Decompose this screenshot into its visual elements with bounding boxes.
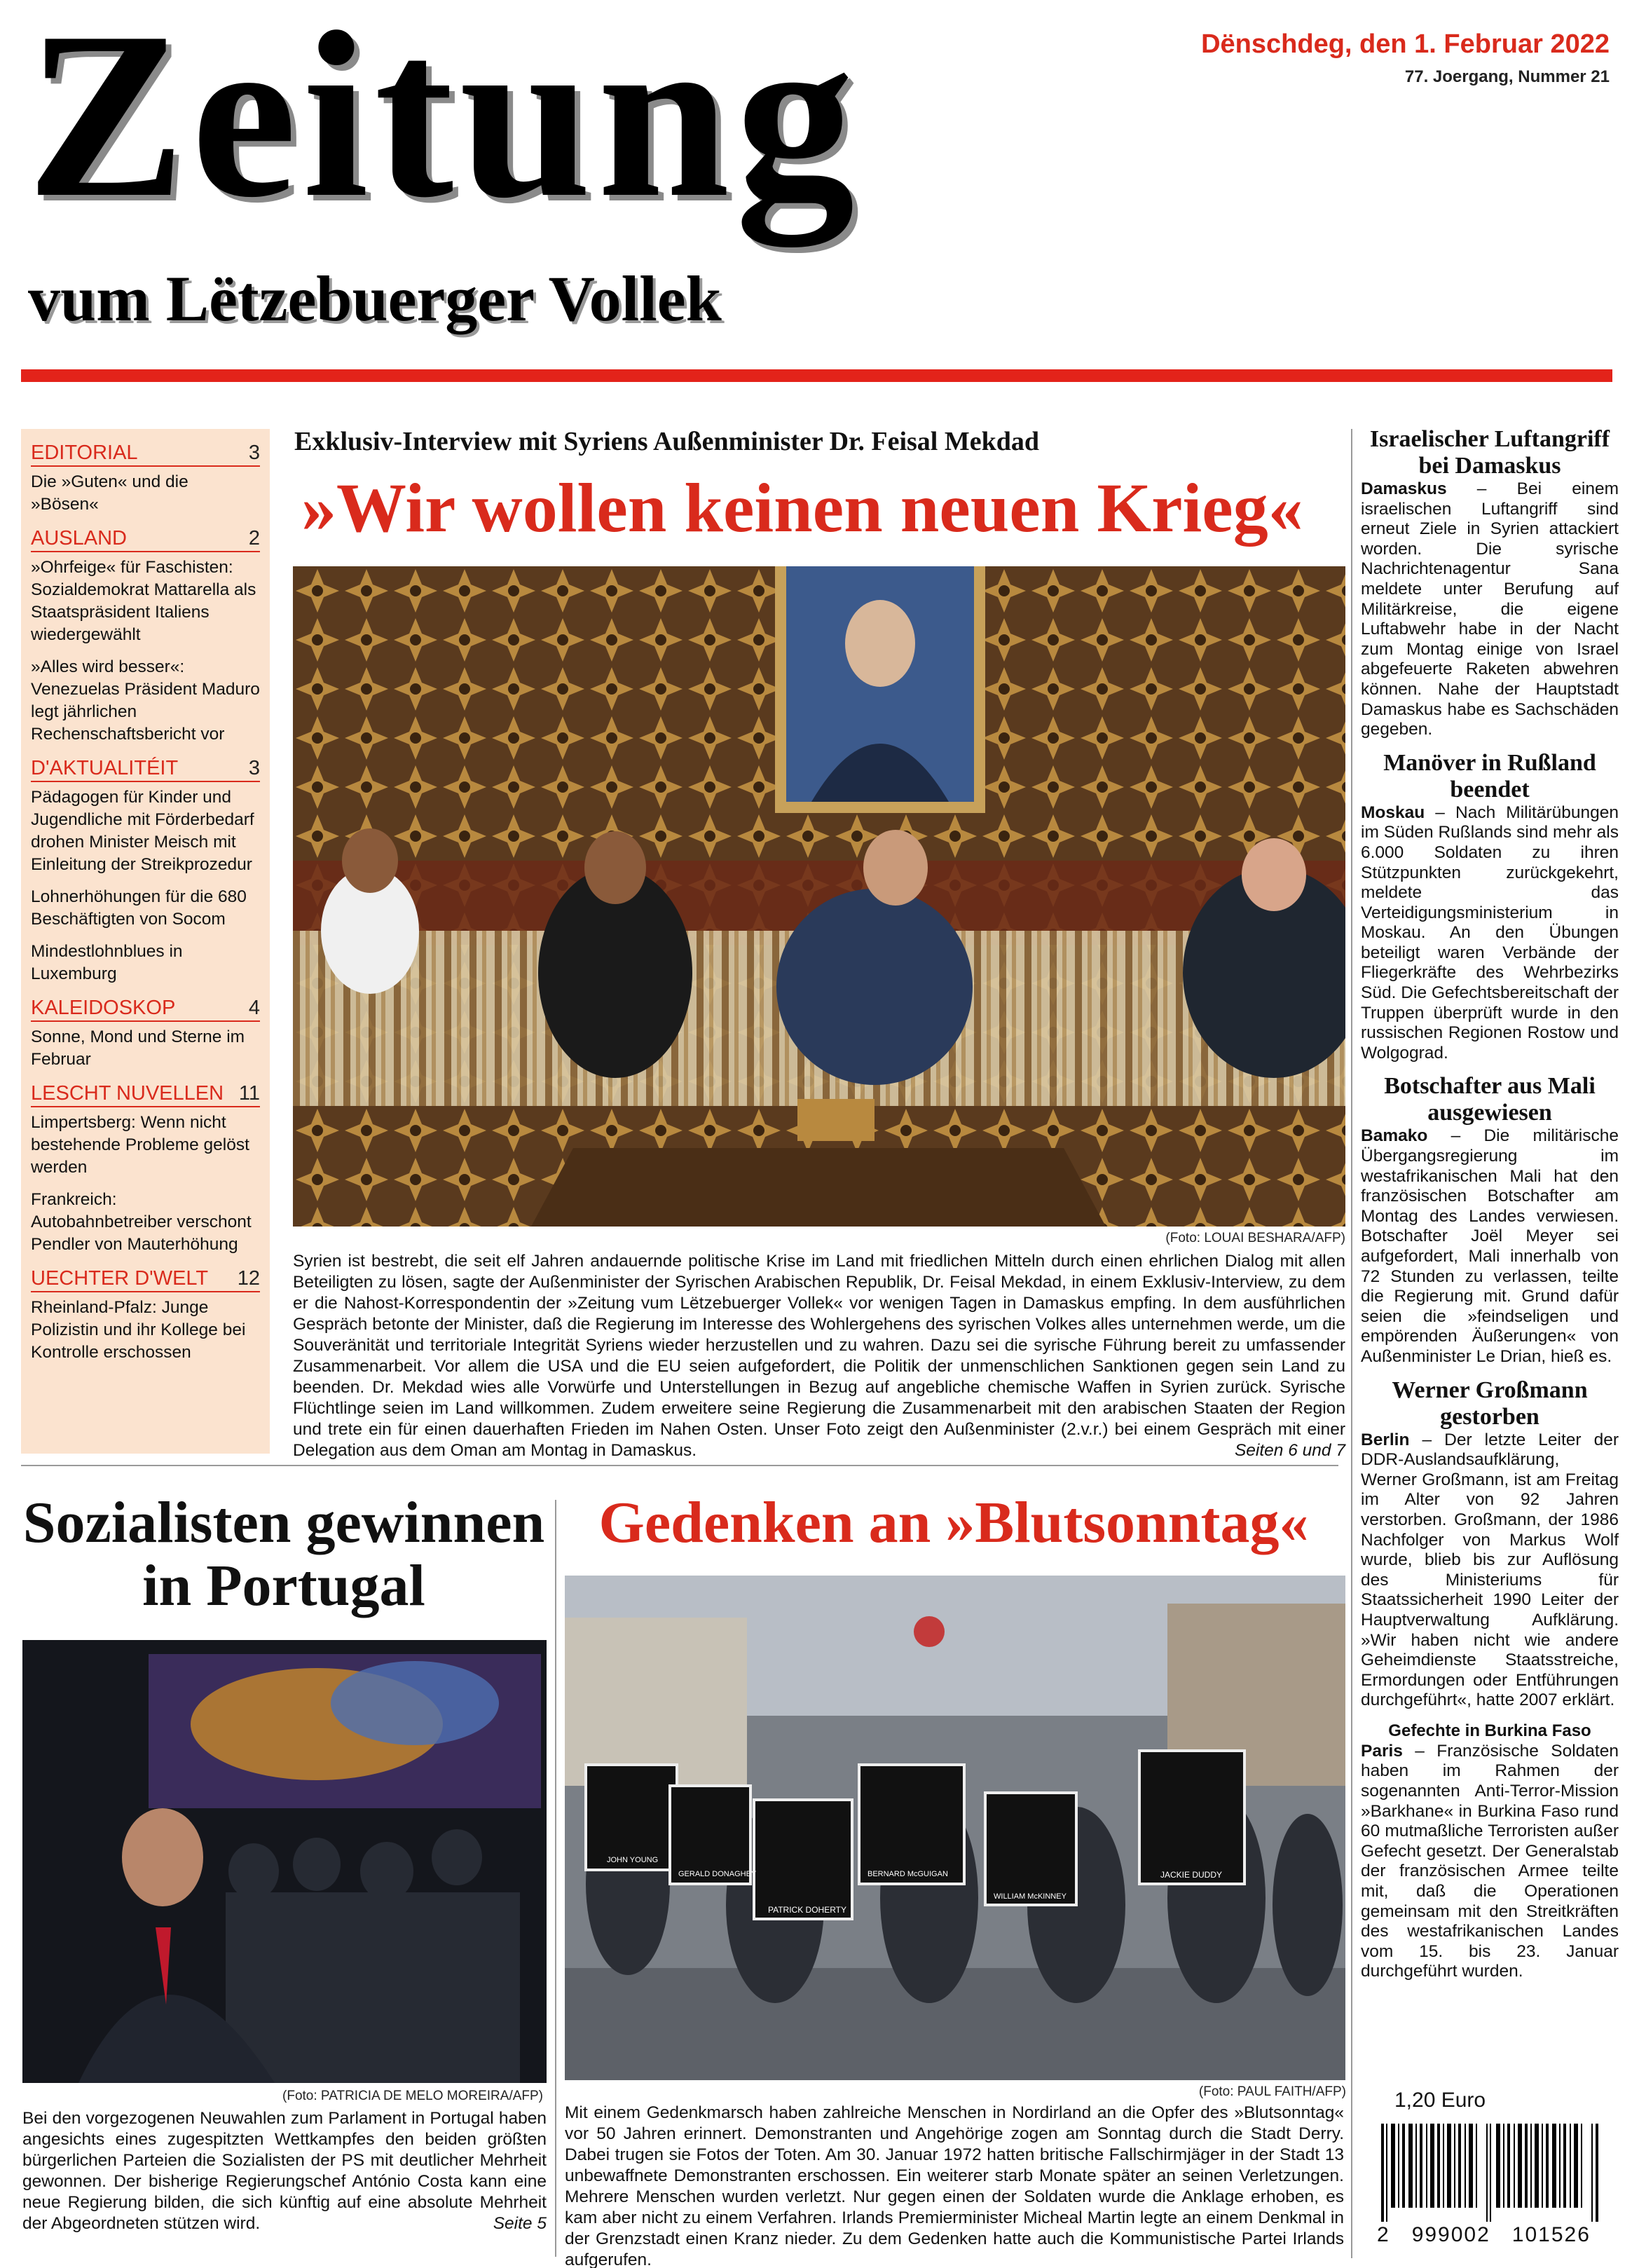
toc-item[interactable]: »Ohrfeige« für Faschisten: Sozialdemokrat Mattarella als Staatspräsident Italiens wiedergewählt [31, 558, 256, 644]
toc-section[interactable] [31, 1266, 260, 1364]
portugal-body-text: Bei den vorgezogenen Neuwahlen zum Parlament in Portugal haben angesichts eines zugespitzten Wettkampfes den beiden größten bürgerlichen Parteien die Sozialisten der PS mit deutlicher Mehrheit gewonnen. Der bisherige Regierungschef António Costa kann eine neue Regierung bilden, die sich künftig auf eine absolute Mehrheit der Abgeordneten stützen wird. [22, 2109, 547, 2233]
portugal-headline-line[interactable]: Sozialisten gewinnen [22, 1490, 545, 1555]
toc-item[interactable]: Rheinland-Pfalz: Junge Polizistin und ihr Kollege bei Kontrolle erschossen [31, 1298, 246, 1362]
toc-section-label[interactable]: KALEIDOSKOP [31, 997, 176, 1019]
toc-section[interactable] [31, 440, 260, 516]
brief-text [1361, 803, 1619, 1064]
brief-title[interactable]: Israelischer Luftangriff bei Damaskus [1369, 426, 1610, 479]
placard-name: BERNARD McGUIGAN [867, 1870, 948, 1878]
lead-body-text: Syrien ist bestrebt, die seit elf Jahren andauernde politische Krise im Land mit friedlichen Mitteln durch einen ehrlichen Dialog mit allen Beteiligten zu lösen, sagte der Außenminister der Syrischen Arabischen Republik, Dr. Feisal Mekdad, in einem Exklusiv-Interview, zu dem er die Nahost-Korrespondentin der »Zeitung vum Lëtzebuerger Vollek« vor wenigen Tagen in Damaskus empfing. In dem ausführlichen Gespräch betonte der Minister, daß die Regierung im Interesse des Wohlergehens des syrischen Volkes alles unternehmen werde, um die Souveränität und territoriale Integrität Syriens wieder herzustellen und zu wahren. Dazu sei die syrische Führung bereit zu umfassender Zusammenarbeit. Vor allem die USA und die EU seien aufgefordert, die Politik der unmenschlichen Sanktionen gegen sein Land zu beenden. Dr. Mekdad wies alle Vorwürfe und Unterstellungen in Bezug auf angebliche chemische Waffen in Syrien zurück. Syrische Flüchtlinge seien im Land willkommen. Zudem erweitere seine Regierung die Zusammenarbeit mit den arabischen Staaten der Region und trete ein für einen dauerhaften Frieden im Nahen Osten. Unser Foto zeigt den Außenminister (2.v.r.) bei einem Gespräch mit einer Delegation aus dem Oman am Montag in Damaskus. [293, 1252, 1345, 1460]
brief-text [1361, 1430, 1619, 1711]
portugal-photo[interactable] [22, 1640, 547, 2083]
toc-section[interactable] [31, 526, 260, 746]
toc-page-number: 2 [248, 527, 260, 549]
brief-title[interactable]: Gefechte in Burkina Faso [1388, 1721, 1591, 1740]
barcode-number: 2 999002 101526 [1377, 2223, 1591, 2246]
brief-body: – Der letzte Leiter der DDR-Auslandsaufklärung, Werner Großmann, ist am Freitag im Alter von 92 Jahren verstorben. Großmann, der 1986 Nachfolger von Markus Wolf wurde, blieb bis zur Auflösung des Ministeriums für Staatssicherheit 1990 Leiter der Hauptverwaltung Aufklärung. »Wir haben nicht wie andere Geheimdienste Staatsstreiche, Ermordungen oder Entführungen durchgeführt«, hatte 2007 erklärt. [1361, 1430, 1619, 1710]
section-divider [21, 1465, 1338, 1466]
portugal-headline-line[interactable]: in Portugal [142, 1553, 425, 1618]
portugal-headline[interactable] [21, 1491, 547, 1618]
barcode [1377, 2124, 1608, 2222]
placard-name: GERALD DONAGHEY [678, 1870, 757, 1878]
brief-dateline: Damaskus [1361, 479, 1447, 498]
toc-item[interactable]: Sonne, Mond und Sterne im Februar [31, 1027, 245, 1069]
toc-section[interactable] [31, 995, 260, 1071]
toc-section[interactable] [31, 756, 260, 985]
election-night-image [22, 1640, 547, 2083]
lead-kicker: Exklusiv-Interview mit Syriens Außenminister Dr. Feisal Mekdad [294, 427, 1039, 456]
portugal-body [22, 2108, 547, 2234]
toc-item[interactable]: Mindestlohnblues in Luxemburg [31, 942, 183, 983]
masthead-rule [21, 369, 1612, 382]
lead-headline[interactable]: »Wir wollen keinen neuen Krieg« [301, 469, 1303, 547]
placard-name: JACKIE DUDDY [1160, 1870, 1223, 1880]
lead-page-ref[interactable]: Seiten 6 und 7 [1234, 1441, 1345, 1460]
price: 1,20 Euro [1394, 2089, 1486, 2112]
toc-page-number: 11 [238, 1082, 260, 1105]
lead-photo[interactable] [293, 566, 1345, 1227]
brief-dateline: Berlin [1361, 1430, 1410, 1449]
toc-section[interactable] [31, 1081, 260, 1256]
derry-photo[interactable] [565, 1576, 1345, 2080]
toc-item[interactable]: Frankreich: Autobahnbetreiber verschont Pendler von Mauterhöhung [31, 1190, 252, 1254]
brief-dateline: Paris [1361, 1741, 1403, 1761]
photo-credit: (Foto: PATRICIA DE MELO MOREIRA/AFP) [282, 2089, 543, 2103]
toc-section-label[interactable]: AUSLAND [31, 527, 127, 549]
brief-title[interactable]: Werner Großmann gestorben [1392, 1376, 1588, 1430]
lead-body [293, 1251, 1345, 1461]
issue-number: 77. Joergang, Nummer 21 [1404, 67, 1610, 86]
brief-text [1361, 479, 1619, 740]
brief-title[interactable]: Botschafter aus Mali ausgewiesen [1384, 1073, 1596, 1126]
column-divider [1351, 429, 1352, 2258]
toc-page-number: 4 [248, 997, 260, 1019]
brief-title[interactable]: Manöver in Rußland beendet [1383, 749, 1596, 802]
brief-body: – Die militärische Übergangsregierung im westafrikanischen Mali hat den französischen Botschafter am Montag des Landes verwiesen. Botschafter Joël Meyer sei aufgefordert, Mali innerhalb von 72 Stunden zu verlassen, teilte die Regierung mit. Grund dafür seien die »feindseligen und empörenden Äußerungen« von Außenminister Le Drian, hieß es. [1361, 1126, 1619, 1366]
placard-name: WILLIAM McKINNEY [994, 1892, 1067, 1901]
barcode-icon [1377, 2124, 1608, 2222]
issue-date: Dënschdeg, den 1. Februar 2022 [1201, 29, 1610, 59]
toc-section-label[interactable]: UECHTER D'WELT [31, 1267, 209, 1290]
table-of-contents [21, 429, 270, 1454]
reception-room-image [293, 566, 1345, 1227]
toc-item[interactable]: Limpertsberg: Wenn nicht bestehende Probleme gelöst werden [31, 1113, 249, 1177]
brief-text [1361, 1742, 1619, 1982]
column-divider [555, 1500, 556, 2257]
brief-dateline: Bamako [1361, 1126, 1428, 1146]
brief-body: – Nach Militärübungen im Süden Rußlands sind mehr als 6.000 Soldaten zu ihren Stützpunkten zurückgekehrt, meldete das Verteidigungsministerium in Moskau. An den Übungen beteiligt waren Verbände der Fliegerkräfte des Wehrbezirks Süd. Die Gefechtsbereitschaft der Truppen überprüft wurde in den russischen Regionen Rostow und Wolgograd. [1361, 802, 1619, 1063]
toc-page-number: 3 [248, 757, 260, 779]
derry-headline[interactable]: Gedenken an »Blutsonntag« [598, 1490, 1309, 1555]
placard-name: JOHN YOUNG [607, 1856, 659, 1864]
toc-page-number: 12 [237, 1267, 260, 1290]
brief-body: – Bei einem israelischen Luftangriff sind erneut Ziele in Syrien attackiert worden. Die syrische Nachrichtenagentur Sana meldete unter Berufung auf Militärkreise, die eigene Luftabwehr habe in der Nacht zum Montag einige von Israel abgefeuerte Raketen abwehren können. Nahe der Hauptstadt Damaskus habe es Sachschäden gegeben. [1361, 479, 1619, 739]
masthead-subtitle: vum Lëtzebuerger Vollek [28, 263, 722, 334]
toc-section-label[interactable]: D'AKTUALITÉIT [31, 757, 179, 779]
brief-text [1361, 1126, 1619, 1367]
toc-item[interactable]: »Alles wird besser«: Venezuelas Präsident Maduro legt jährlichen Rechenschaftsbericht vor [31, 657, 260, 744]
derry-body: Mit einem Gedenkmarsch haben zahlreiche Menschen in Nordirland an die Opfer des »Blutsonntag« vor 50 Jahren erinnert. Demonstranten und Angehörige zogen am Sonntag durch die Stadt Derry. Dabei trugen sie Fotos der Toten. Am 30. Januar 1972 hatten britische Fallschirmjäger in der Stadt 13 unbewaffnete Demonstranten erschossen. Ein weiterer starb Monate später an seinen Verletzungen. Mehrere Menschen wurden verletzt. Nur gegen einen der Soldaten wurde die Anklage erhoben, es kam aber nicht zu einem Verfahren. Irlands Premierminister Micheal Martin legte an einem Denkmal in der Grenzstadt einen Kranz nieder. Zu dem Gedenken hatte auch die Kommunistische Partei Irlands aufgerufen. [565, 2103, 1344, 2268]
masthead-title: Zeitung [27, 0, 860, 247]
portugal-page-ref[interactable]: Seite 5 [493, 2214, 547, 2233]
toc-section-label[interactable]: EDITORIAL [31, 442, 138, 464]
toc-item[interactable]: Pädagogen für Kinder und Jugendliche mit Förderbedarf drohen Minister Meisch mit Einleitung der Streikprozedur [31, 788, 254, 874]
photo-credit: (Foto: LOUAI BESHARA/AFP) [1165, 1231, 1345, 1245]
news-briefs-column [1361, 426, 1619, 1982]
memorial-march-image [565, 1576, 1345, 2080]
toc-page-number: 3 [248, 442, 260, 464]
toc-section-label[interactable]: LESCHT NUVELLEN [31, 1082, 224, 1105]
toc-item[interactable]: Lohnerhöhungen für die 680 Beschäftigten von Socom [31, 887, 247, 929]
toc-item[interactable]: Die »Guten« und die »Bösen« [31, 472, 188, 514]
placard-name: PATRICK DOHERTY [768, 1905, 847, 1915]
brief-dateline: Moskau [1361, 802, 1425, 822]
photo-credit: (Foto: PAUL FAITH/AFP) [1198, 2084, 1346, 2099]
brief-body: – Französische Soldaten haben im Rahmen der sogenannten Anti-Terror-Mission »Barkhane« in Burkina Faso rund 60 mutmaßliche Terroristen außer Gefecht gesetzt. Der Generalstab der französischen Armee teilte mit, daß die Operationen gemeinsam mit den Streitkräften des westafrikanischen Landes vom 15. bis 23. Januar durchgeführt wurden. [1361, 1741, 1619, 1981]
